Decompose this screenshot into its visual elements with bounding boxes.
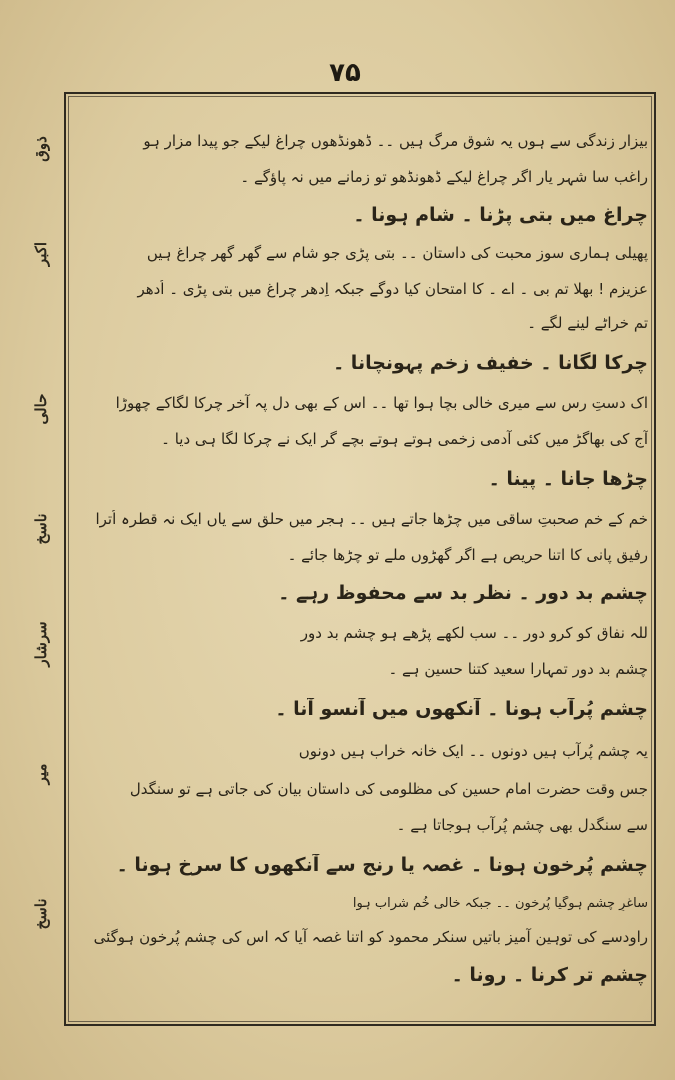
page-content — [76, 112, 648, 1017]
example-line: جس وقت حضرت امام حسین کی مظلومی کی داستان بیان کی جاتی ہے تو سنگدل — [129, 780, 648, 798]
example-line: عزیزم ! بھلا تم بی ۔ اے ۔ کا امتحان کیا دوگے جبکہ اِدھر چراغ میں بتی پڑی ۔ اُدھر — [137, 280, 648, 298]
example-line: تم خراٹے لینے لگے ۔ — [527, 314, 648, 332]
couplet-line: ساغرِ چشم ہوگیا پُرخون ۔۔ جبکہ خالی خُمِ شراب ہوا — [352, 896, 648, 911]
idiom-heading: چشم پُرخون ہونا ۔ غصہ یا رنج سے آنکھوں کا سرخ ہونا ۔ — [116, 854, 648, 876]
example-line: راغب سا شہر یار اگر چراغ لیکے ڈھونڈھو تو زمانے میں نہ پاؤگے ۔ — [240, 168, 648, 186]
couplet-line: اک دستِ رس سے میری خالی بچا ہوا تھا ۔۔ اس کے بھی دل پہ آخر چرکا لگاکے چھوڑا — [115, 394, 648, 412]
margin-poet-name: حالی — [32, 393, 50, 425]
page-number: ۷۵ — [329, 58, 361, 88]
idiom-heading: چشم پُرآب ہونا ۔ آنکھوں میں آنسو آنا ۔ — [275, 698, 648, 720]
example-line: آج کی بھاگڑ میں کئی آدمی زخمی ہوتے ہوتے بچے گر ایک نے چرکا لگا ہی دیا ۔ — [161, 430, 648, 448]
couplet-line: بیزار زندگی سے ہوں یہ شوق مرگ ہیں ۔۔ ڈھونڈھوں چراغ لیکے جو پیدا مزار ہو — [143, 132, 648, 150]
couplet-line: خم کے خم صحبتِ ساقی میں چڑھا جاتے ہیں ۔۔ ہجر میں حلق سے یاں ایک نہ قطرہ اُترا — [95, 510, 648, 528]
margin-poet-name: ناسخ — [32, 898, 50, 930]
margin-poet-name: ذوق — [32, 136, 50, 162]
example-line: راودسے کی توہین آمیز باتیں سنکر محمود کو اتنا غصہ آیا کہ اس کی چشم پُرخون ہوگئی — [93, 928, 648, 946]
example-line: رفیق پانی کا اتنا حریص ہے اگر گھڑوں ملے تو چڑھا جائے ۔ — [287, 546, 648, 564]
idiom-heading: چراغ میں بتی پڑنا ۔ شام ہونا ۔ — [353, 204, 648, 226]
margin-poet-name: میر — [32, 763, 50, 785]
idiom-heading: چڑھا جانا ۔ پینا ۔ — [488, 468, 648, 490]
margin-poet-name: سرشار — [32, 621, 50, 667]
margin-poet-name: ناسخ — [32, 513, 50, 545]
couplet-line: للہ نفاق کو کرو دور ۔۔ سب لکھے پڑھے ہو چشم بد دور — [300, 624, 648, 642]
margin-poet-name: اکبر — [32, 241, 50, 267]
couplet-line: پھیلی ہماری سوزِ محبت کی داستان ۔۔ بتی پڑی جو شام سے گھر گھر چراغ ہیں — [146, 244, 648, 262]
couplet-line: یہ چشم پُرآب ہیں دونوں ۔۔ ایک خانہ خراب ہیں دونوں — [298, 742, 648, 760]
idiom-heading: چرکا لگانا ۔ خفیف زخم پہونچانا ۔ — [333, 352, 648, 374]
idiom-heading: چشم تر کرنا ۔ رونا ۔ — [451, 964, 648, 986]
idiom-heading: چشم بد دور ۔ نظرِ بد سے محفوظ رہے ۔ — [278, 582, 648, 604]
example-line: چشم بد دور تمہارا سعید کتنا حسین ہے ۔ — [388, 660, 648, 678]
example-line: سے سنگدل بھی چشم پُرآب ہوجاتا ہے ۔ — [396, 816, 648, 834]
